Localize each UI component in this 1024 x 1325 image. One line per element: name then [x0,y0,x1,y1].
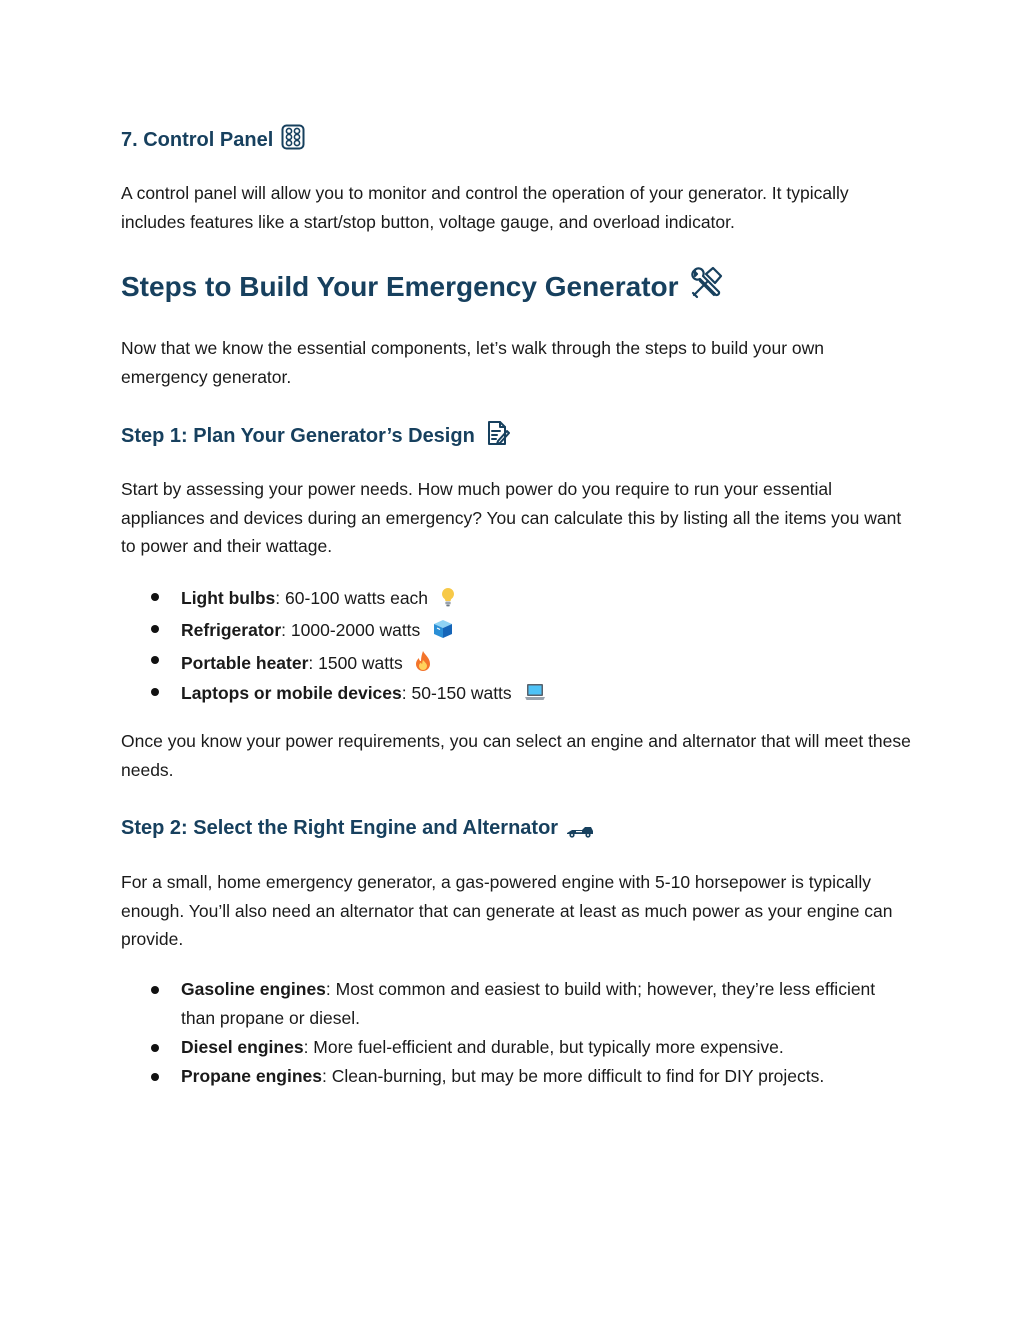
steps-paragraph: Now that we know the essential components, let’s walk through the steps to build your own emergency generator. [121,338,824,387]
step1-closing: Once you know your power requirements, you can select an engine and alternator that will meet these needs. [121,731,911,780]
item-text: : Most common and easiest to build with; however, they’re less efficient than propane or diesel. [181,979,876,1028]
step1-heading [121,420,510,452]
control-knobs-icon [281,124,305,156]
racing-car-icon [566,821,594,844]
step2-engine-list [121,975,911,1091]
item-label: Diesel engines [181,1037,304,1057]
hammer-and-wrench-icon [689,266,725,307]
bullet-dot [151,656,159,664]
item-text: : Clean-burning, but may be more difficult to find for DIY projects. [322,1066,825,1086]
list-item [121,1033,911,1062]
bullet-dot [151,986,159,994]
item-label: Laptops or mobile devices [181,683,402,704]
item-text: : More fuel-efficient and durable, but typically more expensive. [303,1037,784,1057]
steps-heading [121,266,725,307]
item-text: : 1000-2000 watts [281,619,421,640]
step1-heading-text: Step 1: Plan Your Generator’s Design [121,424,475,447]
steps-heading-text: Steps to Build Your Emergency Generator [121,270,679,302]
list-item [121,682,911,714]
step1-paragraph: Start by assessing your power needs. How much power do you require to run your essential appliances and devices during an emergency? You can calculate this by listing all the items you want to power and their wattage. [121,479,902,557]
bullet-dot [151,593,159,601]
item-text: : 50-150 watts [401,683,512,704]
list-item [121,587,911,619]
item-label: Refrigerator [181,619,282,640]
step2-paragraph: For a small, home emergency generator, a gas-powered engine with 5-10 horsepower is typically enough. You’ll also need an alternator that can generate at least as much power as your engine can provide. [121,872,893,950]
bullet-dot [151,1044,159,1052]
list-item [121,975,911,1033]
control-panel-heading [121,124,305,156]
list-item [121,619,911,651]
fire-icon [415,650,431,676]
list-item [121,650,911,682]
memo-icon [486,420,510,452]
control-panel-paragraph: A control panel will allow you to monitor and control the operation of your generator. It typically includes features like a start/stop button, voltage gauge, and overload indicator. [121,183,849,232]
step1-power-list [121,587,911,714]
item-label: Propane engines [181,1066,323,1086]
item-label: Portable heater [181,653,309,674]
ice-cube-icon [432,619,454,643]
item-text: : 60-100 watts each [275,588,429,608]
item-text: : 1500 watts [308,653,403,674]
bullet-dot [151,688,159,696]
bullet-dot [151,1073,159,1081]
bullet-dot [151,625,159,633]
list-item [121,1062,911,1091]
light-bulb-icon [440,587,456,611]
item-label: Gasoline engines [181,979,326,999]
item-label: Light bulbs [181,588,276,608]
step2-heading-text: Step 2: Select the Right Engine and Alternator [121,817,559,839]
control-panel-heading-text: 7. Control Panel [121,128,274,151]
laptop-icon [524,682,546,706]
step2-heading [121,813,594,844]
